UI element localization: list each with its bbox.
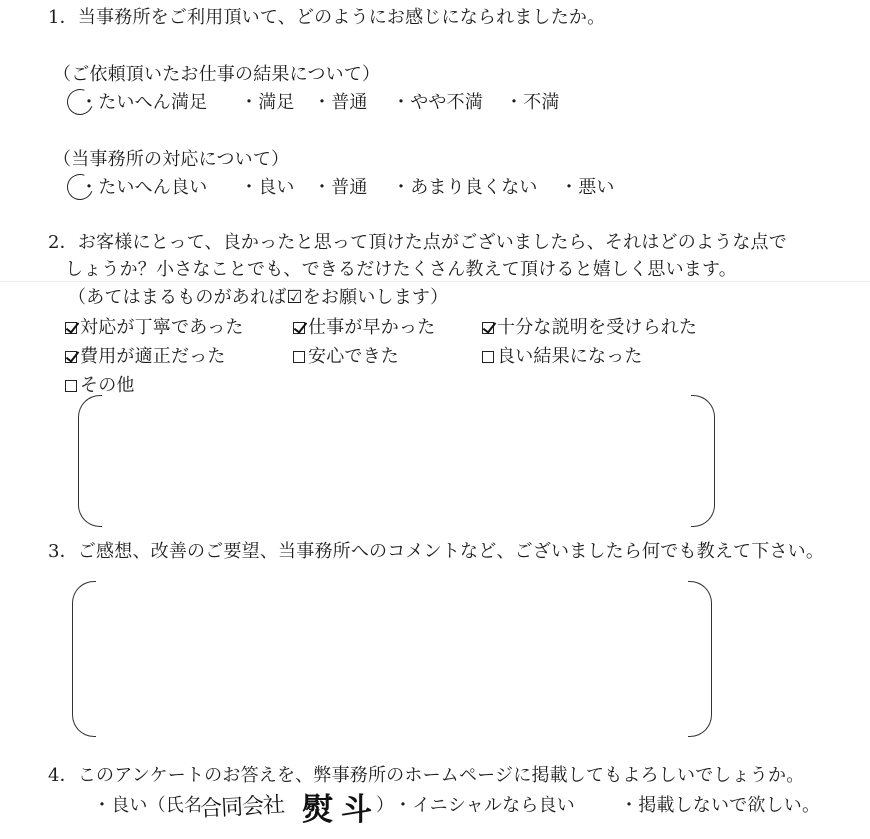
handwritten-name-company: 熨斗 bbox=[302, 792, 380, 828]
result-option-neutral: ・普通 bbox=[313, 92, 368, 113]
checkbox bbox=[482, 322, 494, 334]
checkbox bbox=[65, 351, 77, 363]
checkmark-icon bbox=[483, 319, 497, 334]
question-4-title: 4．このアンケートのお答えを、弊事務所のホームページに掲載してもよろしいでしょうか。 bbox=[48, 765, 805, 786]
publish-option-initials: ・イニシャルなら良い bbox=[394, 795, 575, 816]
checkbox bbox=[293, 351, 305, 363]
result-section-heading: （ご依頼頂いたお仕事の結果について） bbox=[53, 64, 381, 85]
checkbox bbox=[482, 351, 494, 363]
other-comment-bracket-left bbox=[78, 395, 102, 527]
checkmark-icon bbox=[294, 319, 308, 334]
checkbox bbox=[65, 322, 77, 334]
checkbox-item-other bbox=[65, 376, 135, 396]
result-option-satisfied: ・満足 bbox=[240, 92, 295, 113]
checkbox-label: その他 bbox=[80, 375, 135, 396]
service-option-not-good: ・あまり良くない bbox=[392, 177, 538, 198]
checkbox-label: 良い結果になった bbox=[497, 346, 643, 367]
checkbox-item-fair-fee bbox=[65, 347, 226, 367]
checkbox bbox=[65, 380, 77, 392]
scan-artifact-line bbox=[0, 281, 870, 282]
question-3-title: 3．ご感想、改善のご要望、当事務所へのコメントなど、ございましたら何でも教えて下さい。 bbox=[48, 541, 825, 562]
service-option-good: ・良い bbox=[240, 177, 295, 198]
checkbox-item-peace-of-mind bbox=[293, 347, 399, 367]
service-options bbox=[0, 178, 870, 198]
service-section-heading: （当事務所の対応について） bbox=[53, 149, 290, 170]
question-1-title: 1．当事務所をご利用頂いて、どのようにお感じになられましたか。 bbox=[48, 7, 606, 28]
checkbox-item-polite-response bbox=[65, 318, 244, 338]
other-comment-bracket-right bbox=[691, 395, 715, 527]
result-option-dissatisfied: ・不満 bbox=[505, 92, 560, 113]
checkbox-item-good-result bbox=[482, 347, 643, 367]
checkbox-label: 十分な説明を受けられた bbox=[497, 317, 698, 338]
handwritten-name-company-type: 合同会社 bbox=[199, 792, 285, 823]
service-option-very-good: ・たいへん良い bbox=[80, 177, 208, 198]
question-2-title-line2: しょうか？小さなことでも、できるだけたくさん教えて頂けると嬉しく思います。 bbox=[65, 259, 737, 280]
checkbox-label: 安心できた bbox=[308, 346, 399, 367]
publish-option-ok-prefix: ・良い（氏名 bbox=[93, 795, 203, 816]
question-2-instruction: （あてはまるものがあれば☑をお願いします） bbox=[68, 287, 449, 308]
checkbox-label: 費用が適正だった bbox=[80, 346, 226, 367]
feedback-bracket-right bbox=[688, 581, 712, 737]
result-option-somewhat-dissatisfied: ・やや不満 bbox=[392, 92, 483, 113]
checkbox bbox=[293, 322, 305, 334]
publish-options bbox=[0, 792, 870, 828]
checkbox-label: 対応が丁寧であった bbox=[80, 317, 244, 338]
service-option-bad: ・悪い bbox=[560, 177, 615, 198]
result-option-very-satisfied: ・たいへん満足 bbox=[80, 92, 208, 113]
question-2-title-line1: 2．お客様にとって、良かったと思って頂けた点がございましたら、それはどのような点で bbox=[48, 232, 787, 253]
service-option-neutral: ・普通 bbox=[313, 177, 368, 198]
publish-option-ok-suffix: ） bbox=[376, 795, 395, 816]
checkbox-label: 仕事が早かった bbox=[308, 317, 436, 338]
checkmark-icon bbox=[66, 348, 80, 363]
checkbox-item-sufficient-explanation bbox=[482, 318, 697, 338]
checkmark-icon bbox=[66, 319, 80, 334]
publish-option-decline: ・掲載しないで欲しい。 bbox=[620, 795, 821, 816]
feedback-bracket-left bbox=[72, 581, 96, 737]
checkbox-item-fast-work bbox=[293, 318, 435, 338]
result-options bbox=[0, 93, 870, 113]
